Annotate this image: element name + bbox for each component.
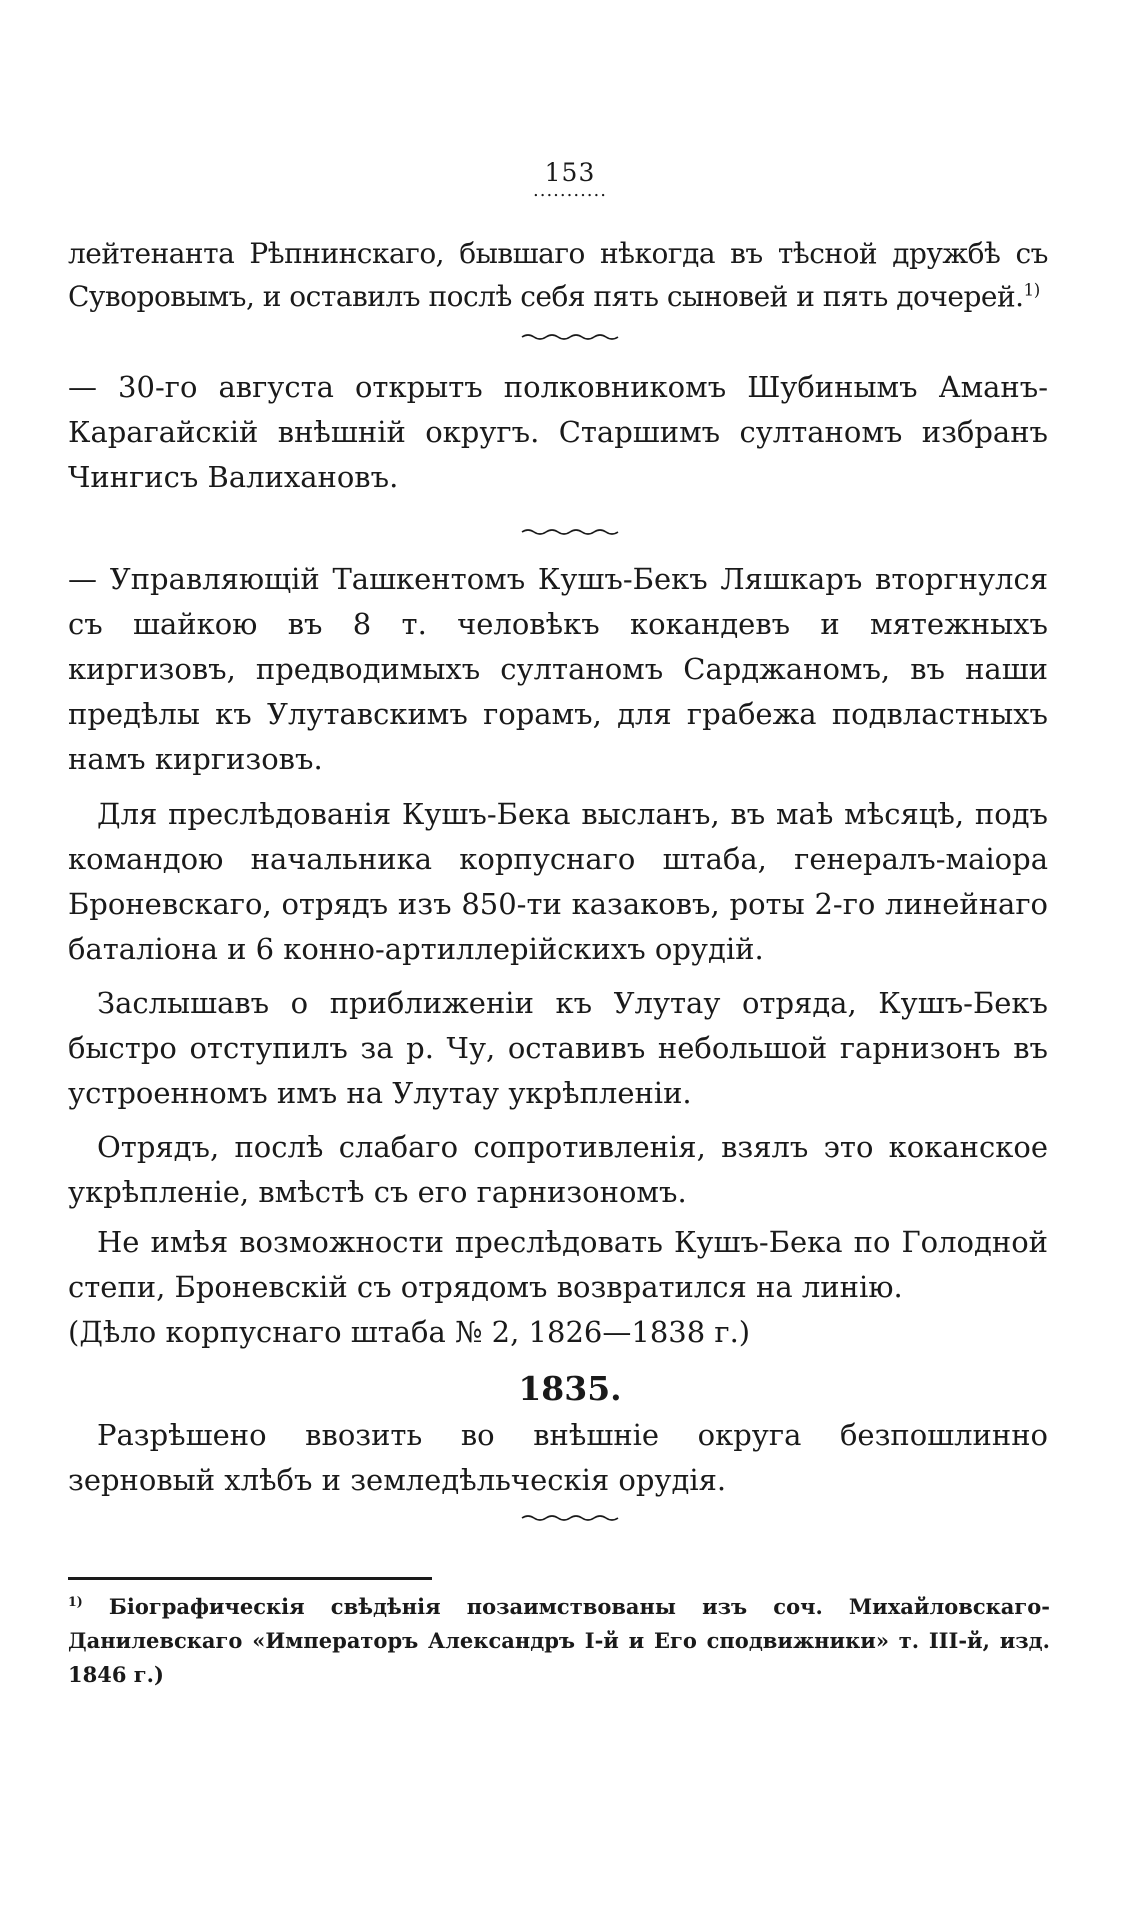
paragraph-4-text: Для преслѣдованія Кушъ-Бека высланъ, въ маѣ мѣсяцѣ, подъ командою начальника корпуснаго штаба, генералъ-маіора Броневскаго, отрядъ изъ 850-ти казаковъ, роты 2-го линейнаго баталіона и 6 конно-артиллерійскихъ орудій. — [68, 797, 1048, 966]
paragraph-8-text: Разрѣшено ввозить во внѣшніе округа безпошлинно зерновый хлѣбъ и земледѣльческія орудія. — [68, 1418, 1048, 1497]
year-heading: 1835. — [518, 1369, 622, 1408]
footnote-separator — [68, 1577, 432, 1580]
footnote-reference: 1) — [1023, 279, 1040, 300]
paragraph-2 — [68, 365, 1048, 500]
ornament-divider-1 — [0, 327, 1140, 346]
paragraph-6 — [68, 1125, 1048, 1215]
paragraph-8 — [68, 1413, 1048, 1503]
footnote — [68, 1590, 1050, 1692]
paragraph-4 — [68, 792, 1048, 972]
paragraph-1-text: лейтенанта Рѣпнинскаго, бывшаго нѣкогда въ тѣсной дружбѣ съ Суворовымъ, и оставилъ послѣ себя пять сыновей и пять дочерей. — [68, 237, 1048, 313]
ornament-divider-2 — [0, 522, 1140, 541]
paragraph-3 — [68, 557, 1048, 782]
page-number-underline: ........... — [533, 180, 607, 201]
ornament-divider-3 — [0, 1508, 1140, 1527]
paragraph-6-text: Отрядъ, послѣ слабаго сопротивленія, взялъ это коканское укрѣпленіе, вмѣстѣ съ его гарнизономъ. — [68, 1130, 1048, 1209]
footnote-text: Біографическія свѣдѣнія позаимствованы изъ соч. Михайловскаго-Данилевскаго «Императоръ Александръ І-й и Его сподвижники» т. III-й, изд. 1846 г.) — [68, 1594, 1051, 1687]
paragraph-1 — [68, 232, 1048, 318]
paragraph-2-text: — 30-го августа открытъ полковникомъ Шубинымъ Аманъ-Карагайскій внѣшній округъ. Старшимъ султаномъ избранъ Чингисъ Валихановъ. — [68, 370, 1048, 494]
paragraph-5-text: Заслышавъ о приближеніи къ Улутау отряда, Кушъ-Бекъ быстро отступилъ за р. Чу, оставивъ небольшой гарнизонъ въ устроенномъ имъ на Улутау укрѣпленіи. — [68, 986, 1048, 1110]
paragraph-3-text: — Управляющій Ташкентомъ Кушъ-Бекъ Ляшкаръ вторгнулся съ шайкою въ 8 т. человѣкъ кокандевъ и мятежныхъ киргизовъ, предводимыхъ султаномъ Сарджаномъ, въ наши предѣлы къ Улутавскимъ горамъ, для грабежа подвластныхъ намъ киргизовъ. — [68, 562, 1048, 776]
footnote-mark: 1) — [68, 1594, 83, 1609]
paragraph-7 — [68, 1220, 1048, 1355]
paragraph-5 — [68, 981, 1048, 1116]
archive-source: (Дѣло корпуснаго штаба № 2, 1826—1838 г.) — [68, 1315, 751, 1349]
page-number: 153 — [544, 158, 596, 187]
paragraph-7-text: Не имѣя возможности преслѣдовать Кушъ-Бека по Голодной степи, Броневскій съ отрядомъ возвратился на линію. — [68, 1225, 1048, 1304]
